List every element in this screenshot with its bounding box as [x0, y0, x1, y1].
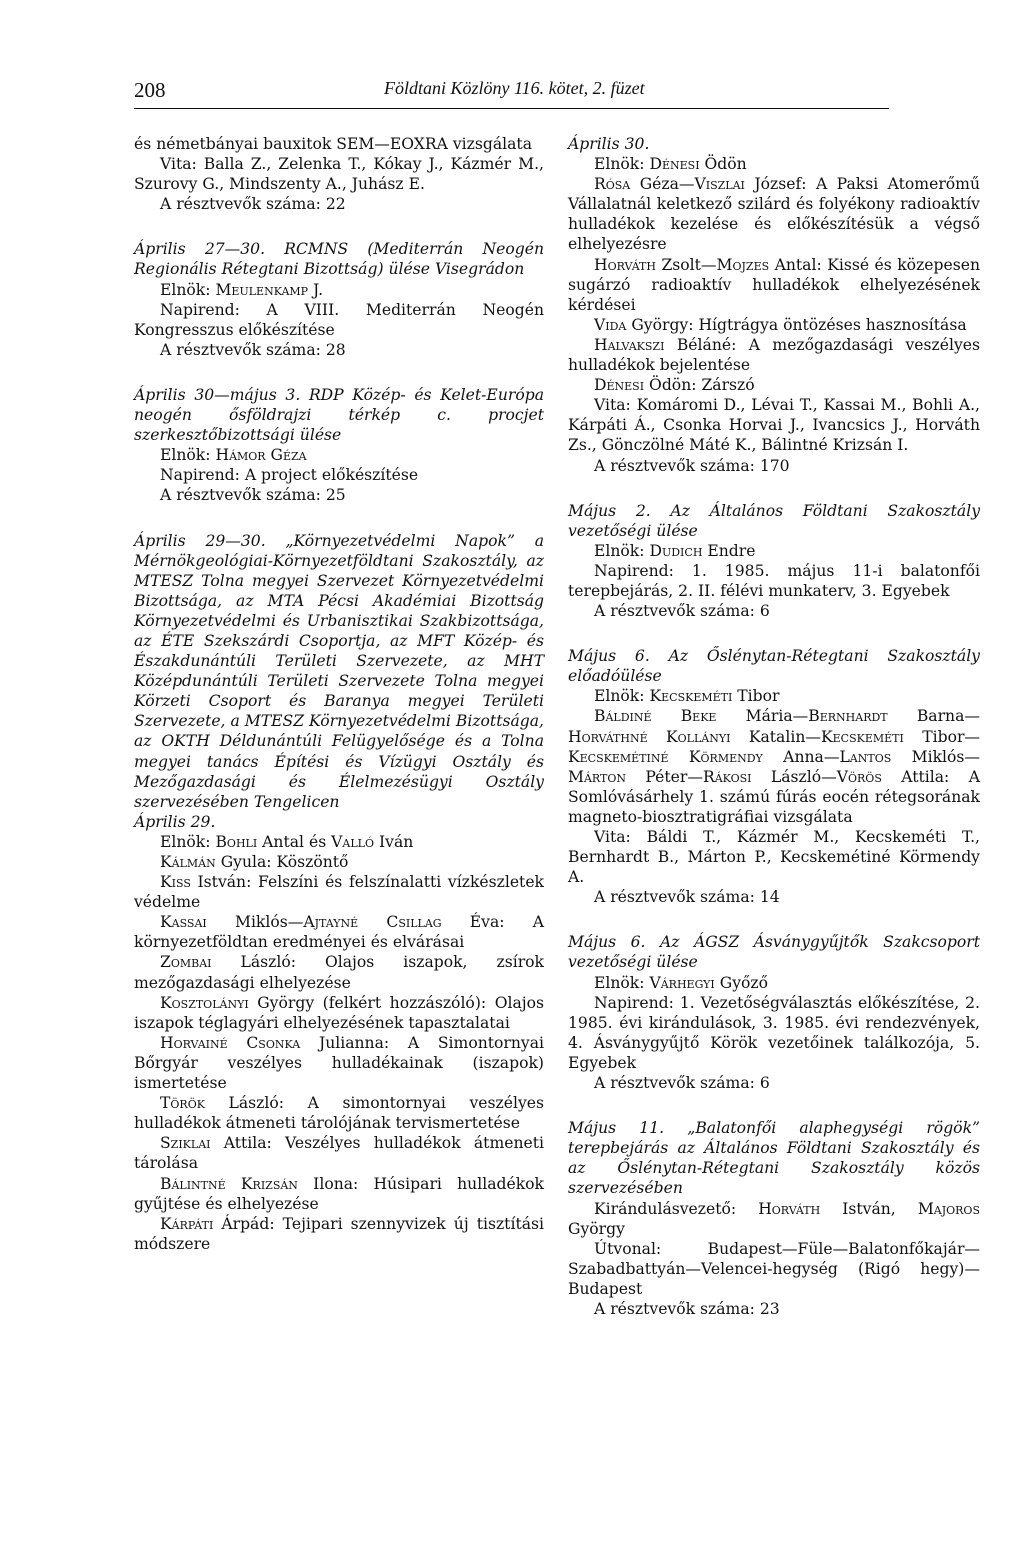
- speaker-name: Horvainé Csonka: [160, 1033, 301, 1052]
- entry-title: Május 6. Az ÁGSZ Ásványgyűjtők Szakcsoport vezetőségi ülése: [568, 933, 980, 972]
- chair-name: Hámor Géza: [215, 446, 307, 465]
- author-name: Vörös: [836, 767, 882, 786]
- entry-environment-days: [134, 531, 544, 1254]
- author-name: Bernhardt: [808, 707, 888, 726]
- talk-text: László: Olajos iszapok, zsírok mezőgazdasági elhelyezése: [134, 953, 544, 992]
- talk-text: József: A Paksi Atomerőmű Vállalatnál keletkező szilárd és folyékony radioaktív hulladékok kezelése és előkészítésük a végső elhelyezésre: [568, 175, 980, 254]
- entry-title: Május 11. „Balatonfői alaphegységi rögök” terepbejárás az Általános Földtani Szakosztály és az Őslénytan-Rétegtani Szakosztály közös szervezésében: [568, 1119, 980, 1198]
- author-name: Márton: [568, 767, 626, 786]
- speaker-name: Ajtayné Csillag: [303, 913, 442, 932]
- chair: [568, 973, 980, 993]
- speaker-name: Dénesi: [594, 376, 645, 395]
- attendance: A résztvevők száma: 6: [594, 1074, 770, 1093]
- talk-text: György (felkért hozzászóló): Olajos iszapok téglagyári elhelyezésének tapasztalatai: [134, 993, 544, 1032]
- route: Útvonal: Budapest—Füle—Balatonfőkajár—Szabadbattyán—Velencei-hegység (Rigó hegy)—Budapest: [568, 1239, 980, 1298]
- entry-title: Május 2. Az Általános Földtani Szakosztály vezetőségi ülése: [568, 501, 980, 540]
- chair-name: Dénesi: [649, 155, 700, 174]
- talk-text: Attila: Veszélyes hulladékok átmeneti tárolása: [134, 1134, 544, 1173]
- attendance: A résztvevők száma: 25: [160, 486, 346, 505]
- talk: [568, 375, 980, 395]
- chair: [568, 686, 980, 706]
- session-date: Április 30.: [568, 135, 650, 153]
- speaker-name: Halvakszi: [594, 335, 665, 354]
- author-given: Anna—: [762, 747, 840, 766]
- talk: [568, 255, 980, 315]
- entry-april-30: [568, 134, 980, 476]
- author-given: Mária—: [716, 707, 809, 726]
- entry-title: Április 30—május 3. RDP Közép- és Kelet-Európa neogén ősföldrajzi térkép c. procjet szerkesztőbizottsági ülése: [134, 385, 544, 445]
- talk: [134, 1133, 544, 1173]
- talk: [568, 174, 980, 254]
- talk-text: Antal: Kissé és közepesen sugárzó radioaktív hulladékok elhelyezésének kérdései: [568, 255, 980, 314]
- speaker-name: Vida: [594, 315, 627, 334]
- talk: [134, 1174, 544, 1214]
- chair-label: Elnök:: [160, 280, 216, 299]
- talk-text: Béláné: A mezőgazdasági veszélyes hulladékok bejelentése: [568, 335, 980, 375]
- talk-text: István: Felszíni és felszínalatti vízkészletek védelme: [134, 873, 544, 912]
- author-given: Katalin—: [730, 727, 821, 746]
- right-column: [568, 134, 980, 1319]
- entry-rcmns: [134, 239, 544, 360]
- chair-given: Endre: [702, 541, 756, 560]
- author-given: Barna—: [887, 707, 980, 726]
- talk: [134, 952, 544, 992]
- chair-label: Elnök:: [594, 687, 650, 706]
- talk: [134, 912, 544, 952]
- agenda: Napirend: A project előkészítése: [160, 466, 419, 485]
- journal-title: Földtani Közlöny 116. kötet, 2. füzet: [384, 78, 645, 98]
- chair-given: Tibor: [732, 687, 780, 706]
- attendance: A résztvevők száma: 170: [594, 456, 790, 475]
- agenda: Napirend: 1. 1985. május 11-i balatonfői terepbejárás, 2. II. félévi munkaterv, 3. Egyebek: [568, 561, 980, 600]
- talk: [134, 852, 544, 872]
- entry-rdp: [134, 385, 544, 506]
- chair: [134, 445, 544, 465]
- entry-title: Április 27—30. RCMNS (Mediterrán Neogén Regionális Rétegtani Bizottság) ülése Visegrádon: [134, 240, 544, 279]
- chair-given: Győző: [714, 973, 768, 992]
- discussion: Vita: Báldi T., Kázmér M., Kecskeméti T., Bernhardt B., Márton P., Kecskemétiné Körmendy A.: [568, 828, 980, 887]
- entry-may-6-mineral: [568, 932, 980, 1093]
- speaker-name: Kosztolányi: [160, 993, 249, 1012]
- attendance: A résztvevők száma: 14: [594, 888, 780, 907]
- chair-name: Meulenkamp J.: [215, 280, 324, 299]
- talk-sep: Miklós—: [206, 913, 304, 932]
- entry-may-2: [568, 501, 980, 622]
- entry-title: és németbányai bauxitok SEM—EOXRA vizsgálata: [134, 135, 532, 153]
- entry-title: Április 29—30. „Környezetvédelmi Napok” a Mérnökgeológiai-Környezetföldtani Szakosztály, az MTESZ Tolna megyei Szervezet Környezetvédelmi Bizottsága, az MTA Pécsi Akadémiai Bizottság Környezetvédelmi és Urbanisztikai Szakbizottsága, az ÉTE Szekszárdi Csoportja, az MFT Közép- és Északdunántúli Területi Szervezete, az MHT Középdunántúli Területi Szervezete Tolna megyei Körzeti Csoport és Baranya megyei Területi Szervezete, a MTESZ Környezetvédelmi Bizottsága, az OKTH Déldunántúli Felügyelősége és a Tolna megyei tanács Építési és Vízügyi Osztály és Mezőgazdasági és Élelmezésügyi Osztály szervezésében Tengelicen: [134, 531, 544, 811]
- author-name: Horváthné Kollányi: [568, 727, 731, 746]
- speaker-name: Viszlai: [694, 175, 745, 194]
- attendance: A résztvevők száma: 6: [594, 602, 770, 621]
- chair-label: Elnök:: [594, 155, 650, 174]
- talk-text: Ödön: Zárszó: [644, 376, 755, 395]
- page-number: 208: [134, 78, 166, 102]
- speaker-name: Rósa: [594, 175, 631, 194]
- chair-sep: Antal és: [257, 832, 332, 851]
- chair-name: Valló: [331, 832, 375, 851]
- talk: [134, 1093, 544, 1133]
- entry-title: Május 6. Az Őslénytan-Rétegtani Szakosztály előadóülése: [568, 647, 980, 686]
- leader-sep: István,: [820, 1199, 918, 1218]
- speaker-name: Török: [160, 1094, 205, 1113]
- talk-text: Ilona: Húsipari hulladékok gyűjtése és elhelyezése: [134, 1174, 544, 1213]
- chair-given: Iván: [374, 832, 414, 851]
- author-name: Rákosi: [702, 767, 752, 786]
- speaker-name: Kálmán: [160, 853, 216, 871]
- talk: [568, 706, 980, 827]
- entry-bauxite: [134, 134, 544, 214]
- talk-sep: Zsolt—: [655, 255, 717, 274]
- chair-name: Várhegyi: [649, 973, 715, 992]
- speaker-name: Bálintné Krizsán: [160, 1174, 298, 1193]
- leader-label: Kirándulásvezető:: [594, 1199, 759, 1218]
- attendance: A résztvevők száma: 23: [594, 1299, 780, 1318]
- speaker-name: Kárpáti: [160, 1214, 214, 1233]
- talk: [134, 993, 544, 1033]
- talk-text: Éva: A környezetföldtan eredményei és elvárásai: [134, 913, 544, 952]
- speaker-name: Kassai: [160, 913, 207, 932]
- agenda: Napirend: 1. Vezetőségválasztás előkészítése, 2. 1985. évi kirándulások, 3. 1985. évi rendezvények, 4. Ásványgyűjtő Körök vezetőinek találkozója, 5. Egyebek: [568, 993, 980, 1072]
- author-name: Báldiné Beke: [594, 707, 717, 726]
- chair: [568, 541, 980, 561]
- speaker-name: Kiss: [160, 873, 191, 892]
- author-given: Tibor—: [903, 727, 981, 746]
- discussion: Vita: Komáromi D., Lévai T., Kassai M., Bohli A., Kárpáti Á., Csonka Horvai J., Ivancsics J., Horváth Zs., Gönczölné Máté K., Bálintné Krizsán I.: [568, 396, 980, 455]
- chair-name: Dudich: [649, 541, 703, 560]
- speaker-name: Sziklai: [160, 1134, 211, 1153]
- speaker-name: Horváth: [594, 255, 656, 274]
- talk-sep: Géza—: [630, 175, 695, 194]
- chair: [134, 280, 544, 300]
- attendance: A résztvevők száma: 28: [160, 340, 346, 359]
- author-name: Kecskemétiné Körmendy: [568, 747, 763, 766]
- leader-name: Majoros: [917, 1199, 980, 1218]
- excursion-leader: [568, 1199, 980, 1239]
- chair-given: Ödön: [699, 155, 747, 174]
- talk: [134, 1033, 544, 1093]
- talk: [568, 315, 980, 335]
- author-name: Kecskeméti: [820, 727, 904, 746]
- entry-may-11: [568, 1118, 980, 1319]
- talk-text: Attila: A Somlóvásárhely 1. számú fúrás eocén rétegsorának magneto-biosztratigráfiai vizsgálata: [568, 767, 980, 826]
- chair: [568, 154, 980, 174]
- discussion: Vita: Balla Z., Zelenka T., Kókay J., Kázmér M., Szurovy G., Mindszenty A., Juhász E.: [134, 155, 544, 194]
- talk-text: Árpád: Tejipari szennyvizek új tisztítási módszere: [134, 1214, 544, 1253]
- talk: [134, 1214, 544, 1254]
- talk: [568, 335, 980, 375]
- chair-label: Elnök:: [594, 973, 650, 992]
- chair-name: Bohli: [215, 832, 258, 851]
- author-name: Lantos: [839, 747, 892, 766]
- agenda: Napirend: A VIII. Mediterrán Neogén Kongresszus előkészítése: [134, 300, 544, 339]
- author-given: Péter—: [625, 767, 703, 786]
- chair-label: Elnök:: [160, 446, 216, 465]
- talk-text: Julianna: A Simontornyai Bőrgyár veszélyes hulladékainak (iszapok) ismertetése: [134, 1033, 545, 1093]
- running-header: [134, 78, 889, 109]
- chair-label: Elnök:: [594, 541, 650, 560]
- speaker-name: Mojzes: [716, 255, 770, 274]
- chair: [134, 832, 544, 852]
- talk-text: Gyula: Köszöntő: [215, 853, 349, 871]
- leader-given: György: [568, 1219, 625, 1238]
- speaker-name: Zombai: [160, 953, 212, 972]
- author-given: László—: [751, 767, 837, 786]
- talk: [134, 872, 544, 912]
- left-column: [134, 134, 544, 1254]
- author-given: Miklós—: [891, 747, 980, 766]
- session-date: Április 29.: [134, 812, 216, 831]
- attendance: A résztvevők száma: 22: [160, 195, 346, 214]
- chair-name: Kecskeméti: [649, 687, 733, 706]
- talk-text: György: Hígtrágya öntözéses hasznosítása: [626, 315, 967, 334]
- talk-text: László: A simontornyai veszélyes hulladékok átmeneti tárolójának tervismertetése: [134, 1094, 544, 1133]
- chair-label: Elnök:: [160, 832, 216, 851]
- leader-name: Horváth: [758, 1199, 821, 1218]
- entry-may-6-paleontology: [568, 646, 980, 907]
